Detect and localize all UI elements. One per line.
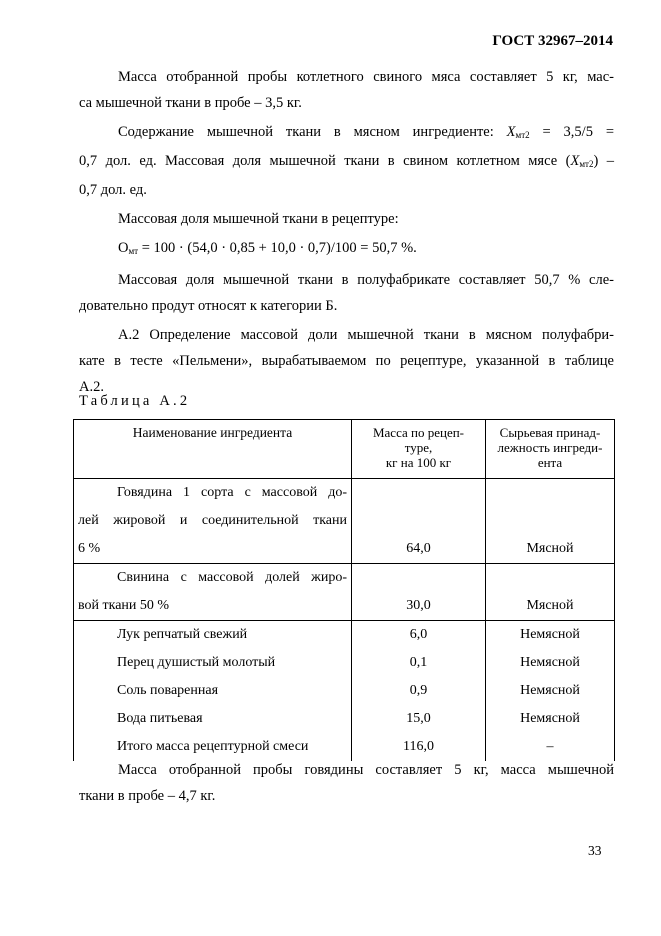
text-fragment: = 3,5/5 = [529, 124, 614, 140]
ingredient-category: – [486, 733, 615, 761]
ingredient-name: Лук репчатый свежий [74, 621, 352, 650]
header-category [486, 420, 615, 479]
ingredient-name-line: Говядина 1 сорта с массовой до- [117, 485, 347, 500]
after-table-paragraph [79, 757, 614, 809]
paragraph-2-line-1 [79, 119, 614, 148]
subscript: мт [128, 246, 139, 256]
header-label: Наименование ингредиента [132, 425, 293, 440]
ingredient-category: Немясной [486, 677, 615, 705]
table-header-row [74, 420, 615, 479]
ingredient-name: Перец душистый молотый [74, 649, 352, 677]
paragraph-1-line-2: са мышечной ткани в пробе – 3,5 кг. [79, 95, 302, 111]
paragraph-1-line-1: Масса отобранной пробы котлетного свиного мяса составляет 5 кг, мас- [118, 69, 614, 85]
ingredient-mass: 0,9 [352, 677, 486, 705]
ingredient-category: Немясной [486, 621, 615, 650]
formula-symbol: О [118, 240, 129, 256]
ingredient-name: Вода питьевая [74, 705, 352, 733]
text-fragment: ) – [593, 153, 614, 169]
ingredient-name-line: вой ткани 50 % [78, 598, 170, 613]
ingredient-mass: 30,0 [352, 564, 486, 621]
header-label: туре, [404, 440, 433, 455]
header-mass [352, 420, 486, 479]
after-table-line-1: Масса отобранной пробы говядины составляет 5 кг, масса мышечной [118, 762, 614, 778]
text-fragment: 0,7 дол. ед. Массовая доля мышечной ткани в свином котлетном мясе ( [79, 153, 571, 169]
subscript: мт2 [515, 130, 530, 140]
table-row [74, 705, 615, 733]
ingredient-name-line: лей жировой и соединительной ткани [78, 513, 347, 528]
header-ingredient [74, 420, 352, 479]
paragraph-2-line-2 [79, 148, 614, 177]
paragraph-5-line-2: довательно продут относят к категории Б. [79, 298, 338, 314]
symbol-x: X [506, 124, 516, 140]
after-table-line-2: ткани в пробе – 4,7 кг. [79, 788, 216, 804]
ingredient-mass: 64,0 [352, 479, 486, 564]
paragraph-2-line-3: 0,7 дол. ед. [79, 182, 147, 198]
text-fragment: Содержание мышечной ткани в мясном ингредиенте: [118, 124, 507, 140]
paragraph-6 [79, 322, 614, 400]
ingredient-mass: 6,0 [352, 621, 486, 650]
paragraph-6-line-3: А.2. [79, 379, 104, 395]
formula-expression: = 100 · (54,0 · 0,85 + 10,0 · 0,7)/100 = 50,7 %. [138, 240, 417, 256]
table-row [74, 621, 615, 650]
body-text [79, 64, 614, 403]
paragraph-3: Массовая доля мышечной ткани в рецептуре: [118, 211, 399, 227]
ingredient-name: Итого масса рецептурной смеси [74, 733, 352, 761]
header-label: Сырьевая принад- [499, 425, 601, 440]
paragraph-1 [79, 64, 614, 116]
paragraph-2 [79, 119, 614, 203]
ingredient-category: Немясной [486, 705, 615, 733]
ingredient-category: Мясной [486, 479, 615, 564]
paragraph-5-line-1: Массовая доля мышечной ткани в полуфабрикате составляет 50,7 % сле- [118, 272, 614, 288]
ingredient-category: Немясной [486, 649, 615, 677]
ingredient-name-line: 6 % [78, 541, 101, 556]
ingredient-mass: 0,1 [352, 649, 486, 677]
paragraph-5 [79, 267, 614, 319]
table-caption: Таблица А.2 [79, 393, 191, 409]
header-label: лежность ингреди- [497, 440, 603, 455]
table-row [74, 564, 615, 621]
header-label: кг на 100 кг [385, 455, 452, 470]
header-label: ента [537, 455, 563, 470]
ingredient-category: Мясной [486, 564, 615, 621]
ingredient-name [74, 479, 352, 564]
ingredient-name [74, 564, 352, 621]
formula [79, 235, 614, 264]
symbol-x: X [570, 153, 580, 169]
header-label: Масса по рецеп- [372, 425, 465, 440]
ingredient-mass: 15,0 [352, 705, 486, 733]
paragraph-6-line-2: кате в тесте «Пельмени», вырабатываемом по рецептуре, указанной в таблице [79, 353, 614, 369]
subscript: мт2 [579, 159, 594, 169]
document-header: ГОСТ 32967–2014 [492, 33, 613, 49]
recipe-table [73, 419, 615, 761]
paragraph-6-line-1: А.2 Определение массовой доли мышечной ткани в мясном полуфабри- [118, 327, 614, 343]
table-row [74, 677, 615, 705]
ingredient-mass: 116,0 [352, 733, 486, 761]
table-row [74, 649, 615, 677]
table-row [74, 479, 615, 564]
ingredient-name: Соль поваренная [74, 677, 352, 705]
page-number: 33 [588, 843, 602, 858]
ingredient-name-line: Свинина с массовой долей жиро- [117, 570, 347, 585]
